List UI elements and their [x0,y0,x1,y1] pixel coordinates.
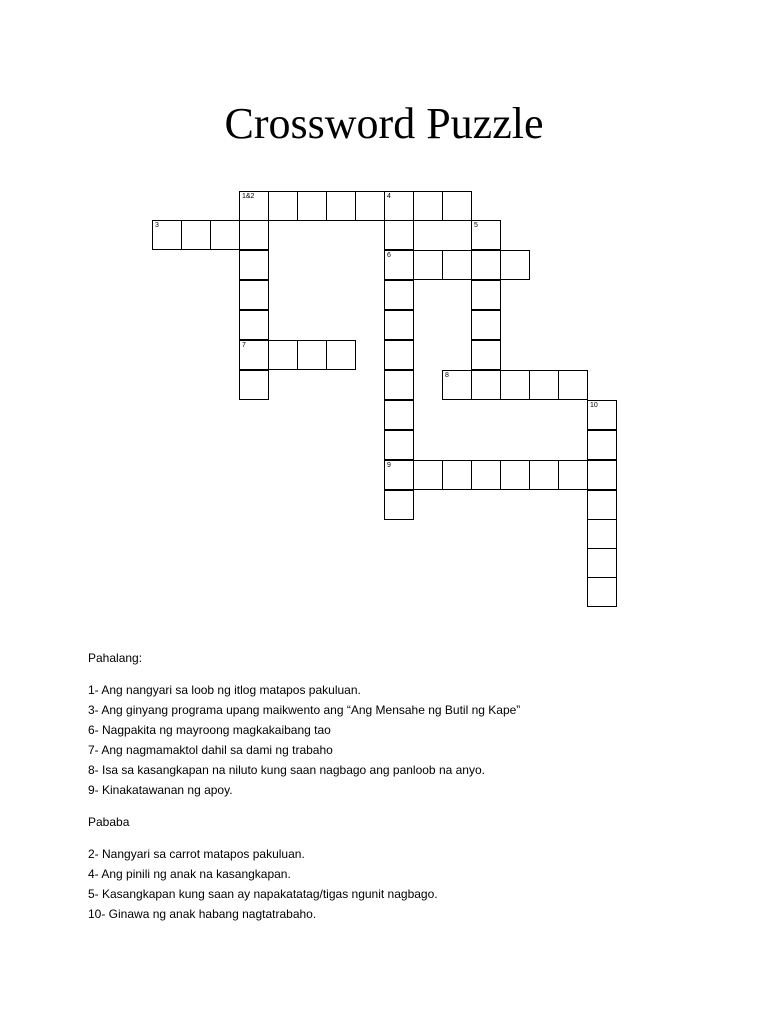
crossword-cell[interactable] [500,460,530,490]
across-heading: Pahalang: [88,651,143,665]
crossword-cell[interactable] [413,191,443,221]
crossword-cell[interactable] [326,191,356,221]
crossword-cell[interactable] [500,370,530,400]
clue-number: 7 [242,342,246,349]
crossword-cell[interactable] [587,577,617,607]
crossword-cell[interactable] [384,400,414,430]
crossword-cell[interactable] [529,370,559,400]
crossword-cell[interactable] [587,519,617,549]
crossword-cell[interactable] [413,250,443,280]
crossword-cell[interactable] [587,430,617,460]
crossword-cell[interactable] [442,370,472,400]
crossword-cell[interactable] [471,310,501,340]
page-title: Crossword Puzzle [224,99,544,148]
crossword-cell[interactable] [268,191,298,221]
crossword-cell[interactable] [239,340,269,370]
clue-number: 4 [387,193,391,200]
crossword-cell[interactable] [384,280,414,310]
crossword-cell[interactable] [442,191,472,221]
crossword-cell[interactable] [297,191,327,221]
crossword-cell[interactable] [268,340,298,370]
crossword-cell[interactable] [471,370,501,400]
crossword-cell[interactable] [239,370,269,400]
crossword-cell[interactable] [587,460,617,490]
crossword-cell[interactable] [210,220,240,250]
crossword-cell[interactable] [471,220,501,250]
clue-across: 6- Nagpakita ng mayroong magkakaibang tao [88,723,331,737]
crossword-cell[interactable] [384,460,414,490]
crossword-cell[interactable] [471,250,501,280]
clue-down: 4- Ang pinili ng anak na kasangkapan. [88,867,291,881]
crossword-cell[interactable] [239,220,269,250]
crossword-cell[interactable] [500,250,530,280]
clue-number: 9 [387,462,391,469]
crossword-cell[interactable] [326,340,356,370]
clue-across: 8- Isa sa kasangkapan na niluto kung saan nagbago ang panloob na anyo. [88,763,485,777]
crossword-cell[interactable] [239,280,269,310]
clue-number: 10 [590,402,598,409]
crossword-cell[interactable] [384,490,414,520]
clue-down: 2- Nangyari sa carrot matapos pakuluan. [88,847,305,861]
clue-across: 7- Ang nagmamaktol dahil sa dami ng trabaho [88,743,333,757]
crossword-cell[interactable] [355,191,385,221]
spacer [88,800,728,812]
crossword-cell[interactable] [384,430,414,460]
clue-across: 3- Ang ginyang programa upang maikwento ang “Ang Mensahe ng Butil ng Kape” [88,703,521,717]
clue-across: 1- Ang nangyari sa loob ng itlog matapos pakuluan. [88,683,361,697]
clue-across: 9- Kinakatawanan ng apoy. [88,783,233,797]
crossword-cell[interactable] [471,280,501,310]
crossword-cell[interactable] [384,310,414,340]
clue-number: 1&2 [242,193,255,200]
crossword-cell[interactable] [384,220,414,250]
clue-number: 3 [155,222,159,229]
clues-section [88,648,728,924]
crossword-cell[interactable] [239,191,269,221]
crossword-cell[interactable] [529,460,559,490]
crossword-cell[interactable] [239,310,269,340]
crossword-cell[interactable] [442,250,472,280]
crossword-cell[interactable] [384,191,414,221]
crossword-cell[interactable] [384,370,414,400]
clue-number: 6 [387,252,391,259]
down-heading: Pababa [88,815,130,829]
clue-number: 8 [445,372,449,379]
crossword-cell[interactable] [239,250,269,280]
crossword-cell[interactable] [297,340,327,370]
crossword-cell[interactable] [587,400,617,430]
crossword-cell[interactable] [558,460,588,490]
crossword-cell[interactable] [442,460,472,490]
crossword-cell[interactable] [181,220,211,250]
crossword-cell[interactable] [152,220,182,250]
crossword-cell[interactable] [587,548,617,578]
clue-down: 10- Ginawa ng anak habang nagtatrabaho. [88,907,317,921]
crossword-cell[interactable] [558,370,588,400]
crossword-cell[interactable] [587,490,617,520]
crossword-cell[interactable] [384,340,414,370]
clue-number: 5 [474,222,478,229]
crossword-cell[interactable] [471,340,501,370]
crossword-cell[interactable] [471,460,501,490]
crossword-cell[interactable] [384,250,414,280]
clue-down: 5- Kasangkapan kung saan ay napakatatag/tigas ngunit nagbago. [88,887,438,901]
crossword-cell[interactable] [413,460,443,490]
